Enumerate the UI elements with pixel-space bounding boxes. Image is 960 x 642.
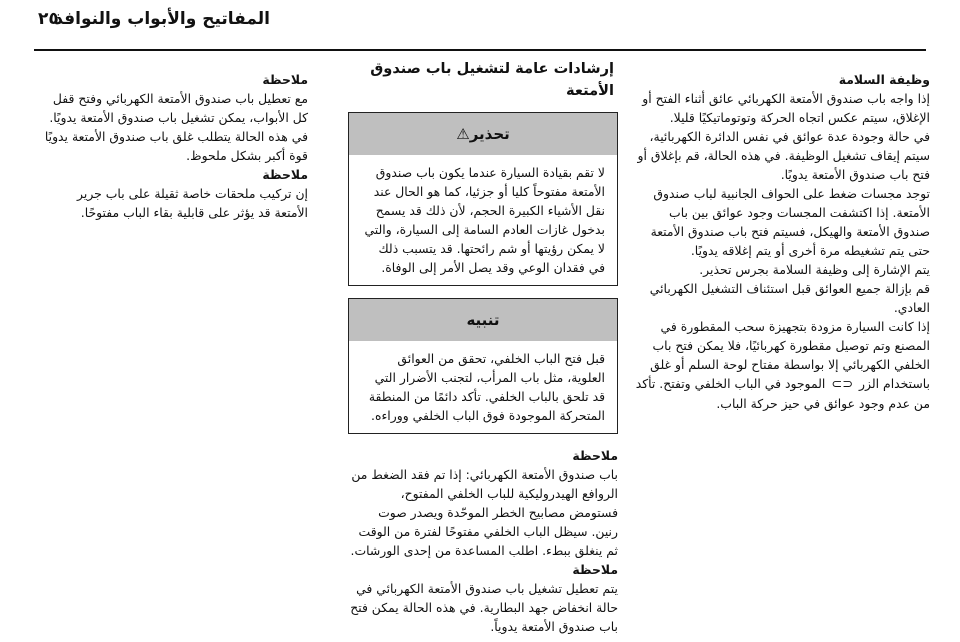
safety-paragraph-2: في حالة وجودة عدة عوائق في نفس الدائرة الكهربائية، سيتم إيقاف تشغيل الوظيفة. في هذه الحالة، قم بإغلاق أو فتح باب صندوق الأمتعة يدويًا. (637, 129, 930, 182)
safety-paragraph-3: توجد مجسات ضغط على الحواف الجانبية لباب صندوق الأمتعة. إذا اكتشفت المجسات وجود عوائق بين باب صندوق الأمتعة والهيكل، فسيتم فتح باب صندوق الأمتعة حتى يتم تشغيطه مرة أخرى أو يتم إغلاقه يدويًا. (650, 186, 930, 258)
caution-box (348, 298, 618, 434)
note-text: إن تركيب ملحقات خاصة ثقيلة على باب جرير الأمتعة قد يؤثر على قابلية بقاء الباب مفتوحًا. (77, 186, 308, 220)
safety-heading: وظيفة السلامة (838, 72, 930, 87)
caution-title: تنبيه (349, 299, 617, 341)
note-heading: ملاحظة (572, 562, 618, 577)
column-general-guidelines (348, 58, 618, 636)
tailgate-button-icon: ⊂⊃ (831, 377, 854, 392)
safety-paragraph-4: يتم الإشارة إلى وظيفة السلامة بجرس تحذير. (699, 262, 930, 277)
note-heading: ملاحظة (572, 448, 618, 463)
towing-text-start: إذا كانت السيارة مزودة بتجهيزة سحب المقطورة في المصنع وتم توصيل مقطورة كهربائيًا، فلا يمكن فتح باب الخلفي الكهربائي إلا بواسطة مفتاح لوحة السلم أو غلق باستخدام الزر (650, 319, 930, 391)
note-text: يتم تعطيل تشغيل باب صندوق الأمتعة الكهربائي في حالة انخفاض جهد البطارية. في هذه الحالة يمكن فتح باب صندوق الأمتعة يدوياً. (350, 581, 618, 634)
caution-text: قبل فتح الباب الخلفي، تحقق من العوائق العلوية، مثل باب المرأب، لتجنب الأضرار التي قد تلحق بالباب الخلفي. تأكد دائمًا من المنطقة المتحركة الموجودة فوق الباب الخلفي ووراءه. (368, 351, 605, 423)
warning-box-header (349, 113, 617, 155)
note-heading: ملاحظة (262, 167, 308, 182)
towing-text-end: الموجود في الباب الخلفي وتفتح. تأكد من عدم وجود عوائق في حيز حركة الباب. (635, 376, 930, 411)
header-divider (34, 49, 926, 51)
safety-paragraph-5: قم بإزالة جميع العوائق قبل استئناف التشغيل الكهربائي العادي. (649, 281, 930, 315)
note-text: مع تعطيل باب صندوق الأمتعة الكهربائي وفتح قفل كل الأبواب، يمكن تشغيل باب صندوق الأمتعة يدويًا. في هذه الحالة يتطلب غلق باب صندوق الأمتعة يدويًا قوة أكبر بشكل ملحوظ. (44, 91, 308, 163)
column-safety-function (630, 70, 930, 413)
towing-paragraph (630, 317, 930, 413)
warning-box (348, 112, 618, 286)
warning-title: تحذير (469, 125, 510, 143)
note-heading: ملاحظة (262, 72, 308, 87)
chapter-title: المفاتيح والأبواب والنوافذ (54, 9, 270, 29)
warning-text: لا تقم بقيادة السيارة عندما يكون باب صندوق الأمتعة مفتوحاً كليا أو جزئيا، كما هو الحال عند نقل الأشياء الكبيرة الحجم، لأن ذلك قد يسمح بدخول غازات العادم السامة إلى السيارة، والتي لا يمكن رؤيتها أو شم رائحتها. قد يتسبب ذلك في فقدان الوعي وقد يصل الأمر إلى الوفاة. (364, 165, 605, 275)
note-text: باب صندوق الأمتعة الكهربائي: إذا تم فقد الضغط من الروافع الهيدروليكية للباب الخلفي المفتوح، فستومض مصابيح الخطر الموحّدة ويصدر صوت رنين. سيظل الباب الخلفي مفتوحًا لفترة من الوقت ثم ينغلق ببطء. اطلب المساعدة من إحدى الورشات. (350, 467, 618, 558)
safety-paragraph-1: إذا واجه باب صندوق الأمتعة الكهربائي عائق أثناء الفتح أو الإغلاق، سيتم عكس اتجاه الحركة وتوتوماتيكيًا قليلا. (642, 91, 930, 125)
page-header (0, 0, 960, 40)
page-number: ٢٥ (38, 9, 59, 29)
section-title: إرشادات عامة لتشغيل باب صندوق الأمتعة (370, 60, 614, 99)
warning-triangle-icon: ⚠ (456, 125, 470, 143)
column-notes (40, 70, 308, 222)
